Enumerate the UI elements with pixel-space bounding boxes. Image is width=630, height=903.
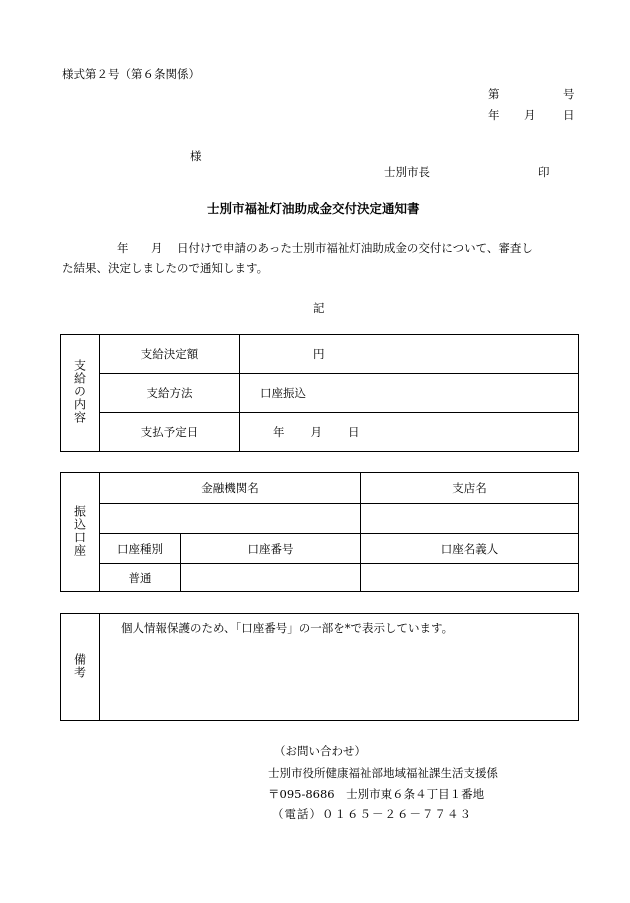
issue-date-year: 年 [488, 108, 500, 122]
payment-amount-label: 支給決定額 [100, 335, 240, 374]
bank-name-header: 金融機関名 [100, 473, 361, 504]
body-date-month: 月 [151, 241, 163, 255]
body-date-year: 年 [117, 241, 129, 255]
payment-section-label: 支給の内容 [61, 335, 100, 452]
bank-name-cell [100, 504, 361, 534]
account-type-header: 口座種別 [100, 534, 181, 564]
document-title: 士別市福祉灯油助成金交付決定通知書 [207, 201, 420, 216]
contact-department: 士別市役所健康福祉部地域福祉課生活支援係 [268, 766, 498, 780]
remarks-text: 個人情報保護のため、「口座番号」の一部を*で表示しています。 [100, 614, 579, 721]
payment-date-label: 支払予定日 [100, 413, 240, 452]
bank-section-label: 振込口座 [61, 473, 100, 592]
remarks-table [60, 613, 579, 721]
account-number-header: 口座番号 [181, 534, 361, 564]
issue-date-day: 日 [563, 108, 575, 122]
body-text-line2: た結果、決定しましたので通知します。 [62, 261, 269, 275]
addressee-honorific: 様 [190, 149, 202, 163]
body-text-line1: 日付けで申請のあった士別市福祉灯油助成金の交付について、審査し [177, 241, 533, 255]
account-number-cell [181, 564, 361, 592]
account-type-value: 普通 [100, 564, 181, 592]
ki-heading: 記 [313, 301, 325, 315]
form-number: 様式第２号（第６条関係） [62, 67, 200, 81]
doc-number-label: 第 [488, 87, 500, 101]
doc-number-suffix: 号 [563, 87, 575, 101]
payment-amount-value: 円 [240, 335, 579, 374]
payment-date-value: 年 月 日 [240, 413, 579, 452]
contact-phone: （電話）０１６５－２６－７７４３ [272, 807, 472, 821]
seal-mark: 印 [538, 165, 550, 179]
issue-date-month: 月 [524, 108, 536, 122]
remarks-section-label: 備考 [61, 614, 100, 721]
bank-account-table [60, 472, 579, 592]
payment-method-value: 口座振込 [240, 374, 579, 413]
payment-table [60, 334, 579, 452]
payment-method-label: 支給方法 [100, 374, 240, 413]
contact-address: 〒095-8686 士別市東６条４丁目１番地 [268, 787, 485, 801]
branch-header: 支店名 [361, 473, 579, 504]
contact-label: （お問い合わせ） [274, 744, 366, 758]
account-holder-header: 口座名義人 [361, 534, 579, 564]
branch-cell [361, 504, 579, 534]
issuer-name: 士別市長 [384, 165, 430, 179]
account-holder-cell [361, 564, 579, 592]
